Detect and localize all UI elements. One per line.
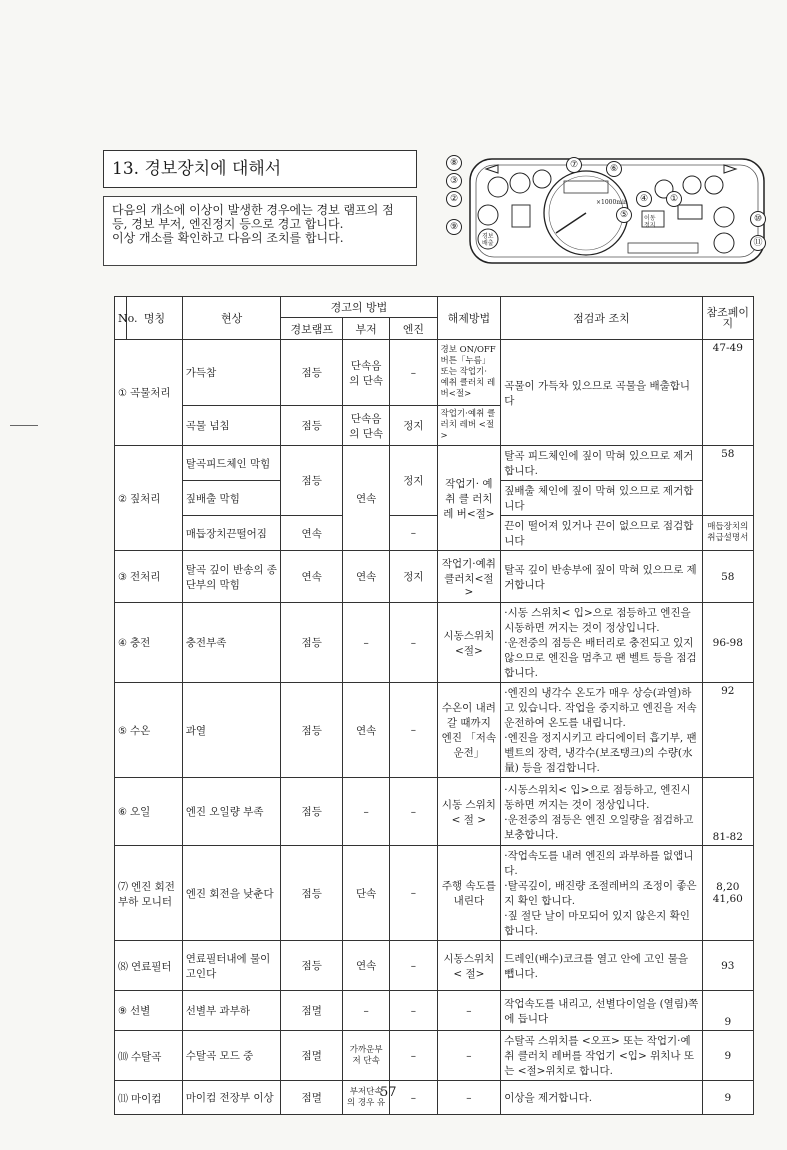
row-symptom: 매듭장치끈떨어짐 bbox=[182, 516, 281, 551]
row-engine: – bbox=[390, 991, 437, 1031]
row-check: 끈이 떨어져 있거나 끈이 없으므로 점검합니다 bbox=[501, 516, 702, 551]
row-page: 58 bbox=[702, 551, 753, 603]
table-row bbox=[115, 683, 754, 778]
row-engine: – bbox=[390, 516, 437, 551]
header-lamp: 경보램프 bbox=[281, 318, 343, 340]
row-number: ⑽ bbox=[118, 1051, 128, 1063]
row-symptom: 탈곡피드체인 막힘 bbox=[182, 446, 281, 481]
row-release: 시동스위치 <절> bbox=[437, 603, 501, 683]
row-number: ⑾ bbox=[118, 1093, 128, 1105]
dash-label-2: 배출 bbox=[482, 240, 494, 247]
row-check: 탈곡 피드체인에 짚이 막혀 있으므로 제거합니다. bbox=[501, 446, 702, 481]
row-number: ② bbox=[118, 493, 127, 505]
table-row bbox=[115, 516, 754, 551]
row-check: 작업속도를 내리고, 선별다이얼을 (열림)쪽에 듭니다 bbox=[501, 991, 702, 1031]
row-name bbox=[115, 1081, 183, 1115]
table-row bbox=[115, 941, 754, 991]
row-buzzer: – bbox=[343, 991, 390, 1031]
callout-5: ⑤ bbox=[616, 207, 632, 223]
row-page: 81-82 bbox=[702, 778, 753, 846]
row-number: ⑻ bbox=[118, 961, 128, 973]
callout-7: ⑦ bbox=[566, 157, 582, 173]
row-name-text: 오일 bbox=[129, 806, 151, 818]
row-name bbox=[115, 340, 183, 446]
row-engine: – bbox=[390, 941, 437, 991]
row-release: 시동스위치 < 절> bbox=[437, 941, 501, 991]
row-check: ·시동 스위치< 입>으로 점등하고 엔진을 시동하면 꺼지는 것이 정상입니다. ·운전중의 점등은 배터리로 충전되고 있지 않으므로 엔진을 멈추고 팬 벨트 등을 점검합니다. bbox=[501, 603, 702, 683]
header-no: No. bbox=[115, 297, 127, 340]
row-name-text: 전처리 bbox=[129, 571, 161, 583]
table-row bbox=[115, 603, 754, 683]
row-lamp: 점멸 bbox=[281, 991, 343, 1031]
row-lamp: 연속 bbox=[281, 516, 343, 551]
row-lamp: 점멸 bbox=[281, 1081, 343, 1115]
page-number: 57 bbox=[380, 1085, 397, 1100]
table-row bbox=[115, 340, 754, 406]
row-number: ⑺ bbox=[118, 881, 128, 893]
row-page: 매듭장치의 취급설명서 bbox=[702, 516, 753, 551]
row-symptom: 엔진 오일량 부족 bbox=[182, 778, 281, 846]
row-symptom: 연료필터내에 물이 고인다 bbox=[182, 941, 281, 991]
row-release: 주행 속도를 내린다 bbox=[437, 846, 501, 941]
callout-1: ① bbox=[666, 191, 682, 207]
row-engine: – bbox=[390, 683, 437, 778]
row-release: – bbox=[437, 991, 501, 1031]
table-row bbox=[115, 1031, 754, 1081]
row-name-text: 짚처리 bbox=[129, 492, 161, 505]
row-engine: – bbox=[390, 846, 437, 941]
row-symptom: 짚배출 막힘 bbox=[182, 481, 281, 516]
row-buzzer: 부저단속의 경우 유 bbox=[343, 1081, 390, 1115]
warning-table bbox=[114, 296, 754, 1115]
row-page: 96-98 bbox=[702, 603, 753, 683]
table-row bbox=[115, 991, 754, 1031]
row-buzzer: 가까운부저 단속 bbox=[343, 1031, 390, 1081]
row-name-text: 곡물처리 bbox=[129, 387, 171, 399]
row-lamp: 점등 bbox=[281, 778, 343, 846]
row-engine: – bbox=[390, 340, 437, 406]
row-name-text: 마이컴 bbox=[131, 1092, 162, 1105]
table-row bbox=[115, 551, 754, 603]
row-symptom: 수탈곡 모드 중 bbox=[182, 1031, 281, 1081]
row-check: ·시동스위치< 입>으로 점등하고, 엔진시동하면 꺼지는 것이 정상입니다. ·운전중의 점등은 엔진 오일량을 점검하고 보충합니다. bbox=[501, 778, 702, 846]
row-check: 드레인(배수)코크를 열고 안에 고인 물을 뺍니다. bbox=[501, 941, 702, 991]
row-release: – bbox=[437, 1081, 501, 1115]
row-name-text: 연료필터 bbox=[131, 960, 172, 973]
row-number: ⑨ bbox=[118, 1006, 127, 1017]
callout-3: ③ bbox=[446, 173, 462, 189]
row-check: 짚배출 체인에 짚이 막혀 있으므로 제거합니다 bbox=[501, 481, 702, 516]
dash-label-4: 정지 bbox=[644, 222, 656, 229]
row-buzzer: 연속 bbox=[343, 551, 390, 603]
header-symptom: 현상 bbox=[182, 297, 281, 340]
row-engine: – bbox=[390, 1031, 437, 1081]
row-number: ③ bbox=[118, 572, 127, 583]
row-release: 경보 ON/OFF 버튼「누름」 또는 작업기· 예취 클러치 레버<절> bbox=[437, 340, 501, 406]
row-buzzer: 연속 bbox=[343, 683, 390, 778]
row-page: 9 bbox=[702, 1031, 753, 1081]
callout-2: ② bbox=[446, 191, 462, 207]
row-name bbox=[115, 846, 183, 941]
row-number: ⑥ bbox=[118, 807, 127, 818]
callout-9: ⑨ bbox=[446, 219, 462, 235]
row-lamp: 점등 bbox=[281, 603, 343, 683]
header-name: 명칭 bbox=[127, 297, 182, 340]
row-engine: 정지 bbox=[390, 551, 437, 603]
row-name-text: 선별 bbox=[129, 1005, 151, 1017]
row-check: ·작업속도를 내려 엔진의 과부하를 없앱니다. ·탈곡깊이, 배진량 조절레버의 조정이 좋은지 확인 합니다. ·짚 절단 날이 마모되어 있지 않은지 확인 합니다. bbox=[501, 846, 702, 941]
row-lamp: 점등 bbox=[281, 846, 343, 941]
row-name bbox=[115, 1031, 183, 1081]
row-name bbox=[115, 778, 183, 846]
intro-text: 다음의 개소에 이상이 발생한 경우에는 경보 램프의 점등, 경보 부저, 엔진정지 등으로 경고 합니다. 이상 개소를 확인하고 다음의 조치를 합니다. bbox=[103, 196, 417, 266]
row-name bbox=[115, 446, 183, 551]
row-name bbox=[115, 991, 183, 1031]
row-release: – bbox=[437, 1031, 501, 1081]
dash-gauge-unit: ×1000min bbox=[596, 199, 628, 206]
row-release: 작업기·예취 클러치 레버 <절> bbox=[437, 406, 501, 446]
row-name-text: 충전 bbox=[129, 637, 151, 649]
row-engine: 정지 bbox=[390, 446, 437, 516]
row-engine: – bbox=[390, 603, 437, 683]
row-symptom: 마이컴 전장부 이상 bbox=[182, 1081, 281, 1115]
row-name-text: 엔진 회전 부하 모니터 bbox=[118, 880, 175, 908]
header-warning-method: 경고의 방법 bbox=[281, 297, 437, 318]
dash-label-3: 이동 bbox=[644, 215, 656, 222]
row-release: 수온이 내려갈 때까지 엔진 「저속 운전」 bbox=[437, 683, 501, 778]
row-symptom: 엔진 회전을 낮춘다 bbox=[182, 846, 281, 941]
row-check: 이상을 제거합니다. bbox=[501, 1081, 702, 1115]
table-row bbox=[115, 1081, 754, 1115]
row-page: 58 bbox=[702, 446, 753, 516]
row-buzzer: – bbox=[343, 778, 390, 846]
row-lamp: 점등 bbox=[281, 406, 343, 446]
row-release: 시동 스위치 < 절 > bbox=[437, 778, 501, 846]
header-engine: 엔진 bbox=[390, 318, 437, 340]
row-page: 9 bbox=[702, 991, 753, 1031]
header-check: 점검과 조치 bbox=[501, 297, 702, 340]
row-engine: – bbox=[390, 1081, 437, 1115]
row-page: 8,20 41,60 bbox=[702, 846, 753, 941]
row-page: 93 bbox=[702, 941, 753, 991]
table-row bbox=[115, 446, 754, 481]
row-buzzer: 단속음의 단속 bbox=[343, 340, 390, 406]
header-buzzer: 부저 bbox=[343, 318, 390, 340]
row-buzzer: 연속 bbox=[343, 941, 390, 991]
row-name bbox=[115, 941, 183, 991]
row-symptom: 과열 bbox=[182, 683, 281, 778]
table-row bbox=[115, 846, 754, 941]
row-name bbox=[115, 683, 183, 778]
row-name bbox=[115, 603, 183, 683]
callout-10: ⑩ bbox=[750, 211, 766, 227]
row-lamp: 점등 bbox=[281, 446, 343, 516]
header-release: 해제방법 bbox=[437, 297, 501, 340]
row-page: 92 bbox=[702, 683, 753, 778]
row-page: 47-49 bbox=[702, 340, 753, 446]
row-engine: 정지 bbox=[390, 406, 437, 446]
dashboard-diagram bbox=[446, 155, 766, 267]
row-release: 작업기· 예취 클 러치 레 버<절> bbox=[437, 446, 501, 551]
row-page: 9 bbox=[702, 1081, 753, 1115]
row-lamp: 점등 bbox=[281, 683, 343, 778]
row-number: ④ bbox=[118, 638, 127, 649]
row-buzzer: 단속 bbox=[343, 846, 390, 941]
callout-4: ④ bbox=[636, 191, 652, 207]
row-lamp: 점등 bbox=[281, 340, 343, 406]
row-release: 작업기·예취 클러치<절> bbox=[437, 551, 501, 603]
row-name-text: 수온 bbox=[129, 724, 151, 737]
margin-mark bbox=[10, 425, 38, 426]
row-check: 수탈곡 스위치를 <오프> 또는 작업기·예취 클러치 레버를 작업기 <입> 위치나 또는 <절>위치로 합니다. bbox=[501, 1031, 702, 1081]
table-row bbox=[115, 778, 754, 846]
row-number: ① bbox=[118, 388, 127, 399]
dash-label-1: 경보 bbox=[482, 233, 494, 240]
row-number: ⑤ bbox=[118, 725, 127, 737]
row-symptom: 곡물 넘침 bbox=[182, 406, 281, 446]
row-buzzer: – bbox=[343, 603, 390, 683]
row-buzzer: 단속음의 단속 bbox=[343, 406, 390, 446]
header-page: 참조페이지 bbox=[702, 297, 753, 340]
row-lamp: 점멸 bbox=[281, 1031, 343, 1081]
row-check: ·엔진의 냉각수 온도가 매우 상승(과열)하고 있습니다. 작업을 중지하고 엔진을 저속 운전하여 온도를 내립니다. ·엔진을 정지시키고 라디에이터 흡기부, 팬벨트의 장력, 냉각수(보조탱크)의 수량(水量) 등을 점검합니다. bbox=[501, 683, 702, 778]
row-symptom: 선별부 과부하 bbox=[182, 991, 281, 1031]
row-symptom: 탈곡 깊이 반송의 종단부의 막힘 bbox=[182, 551, 281, 603]
row-lamp: 연속 bbox=[281, 551, 343, 603]
row-lamp: 점등 bbox=[281, 941, 343, 991]
section-title: 13. 경보장치에 대해서 bbox=[103, 150, 417, 188]
row-symptom: 가득참 bbox=[182, 340, 281, 406]
row-name bbox=[115, 551, 183, 603]
row-name-text: 수탈곡 bbox=[131, 1050, 162, 1063]
row-symptom: 충전부족 bbox=[182, 603, 281, 683]
row-engine: – bbox=[390, 778, 437, 846]
callout-8: ⑧ bbox=[446, 155, 462, 171]
callout-11: ⑪ bbox=[750, 235, 766, 251]
row-check: 곡물이 가득차 있으므로 곡물을 배출합니다 bbox=[501, 340, 702, 446]
row-buzzer: 연속 bbox=[343, 446, 390, 551]
row-check: 탈곡 깊이 반송부에 짚이 막혀 있으므로 제거합니다 bbox=[501, 551, 702, 603]
callout-6: ⑥ bbox=[606, 161, 622, 177]
